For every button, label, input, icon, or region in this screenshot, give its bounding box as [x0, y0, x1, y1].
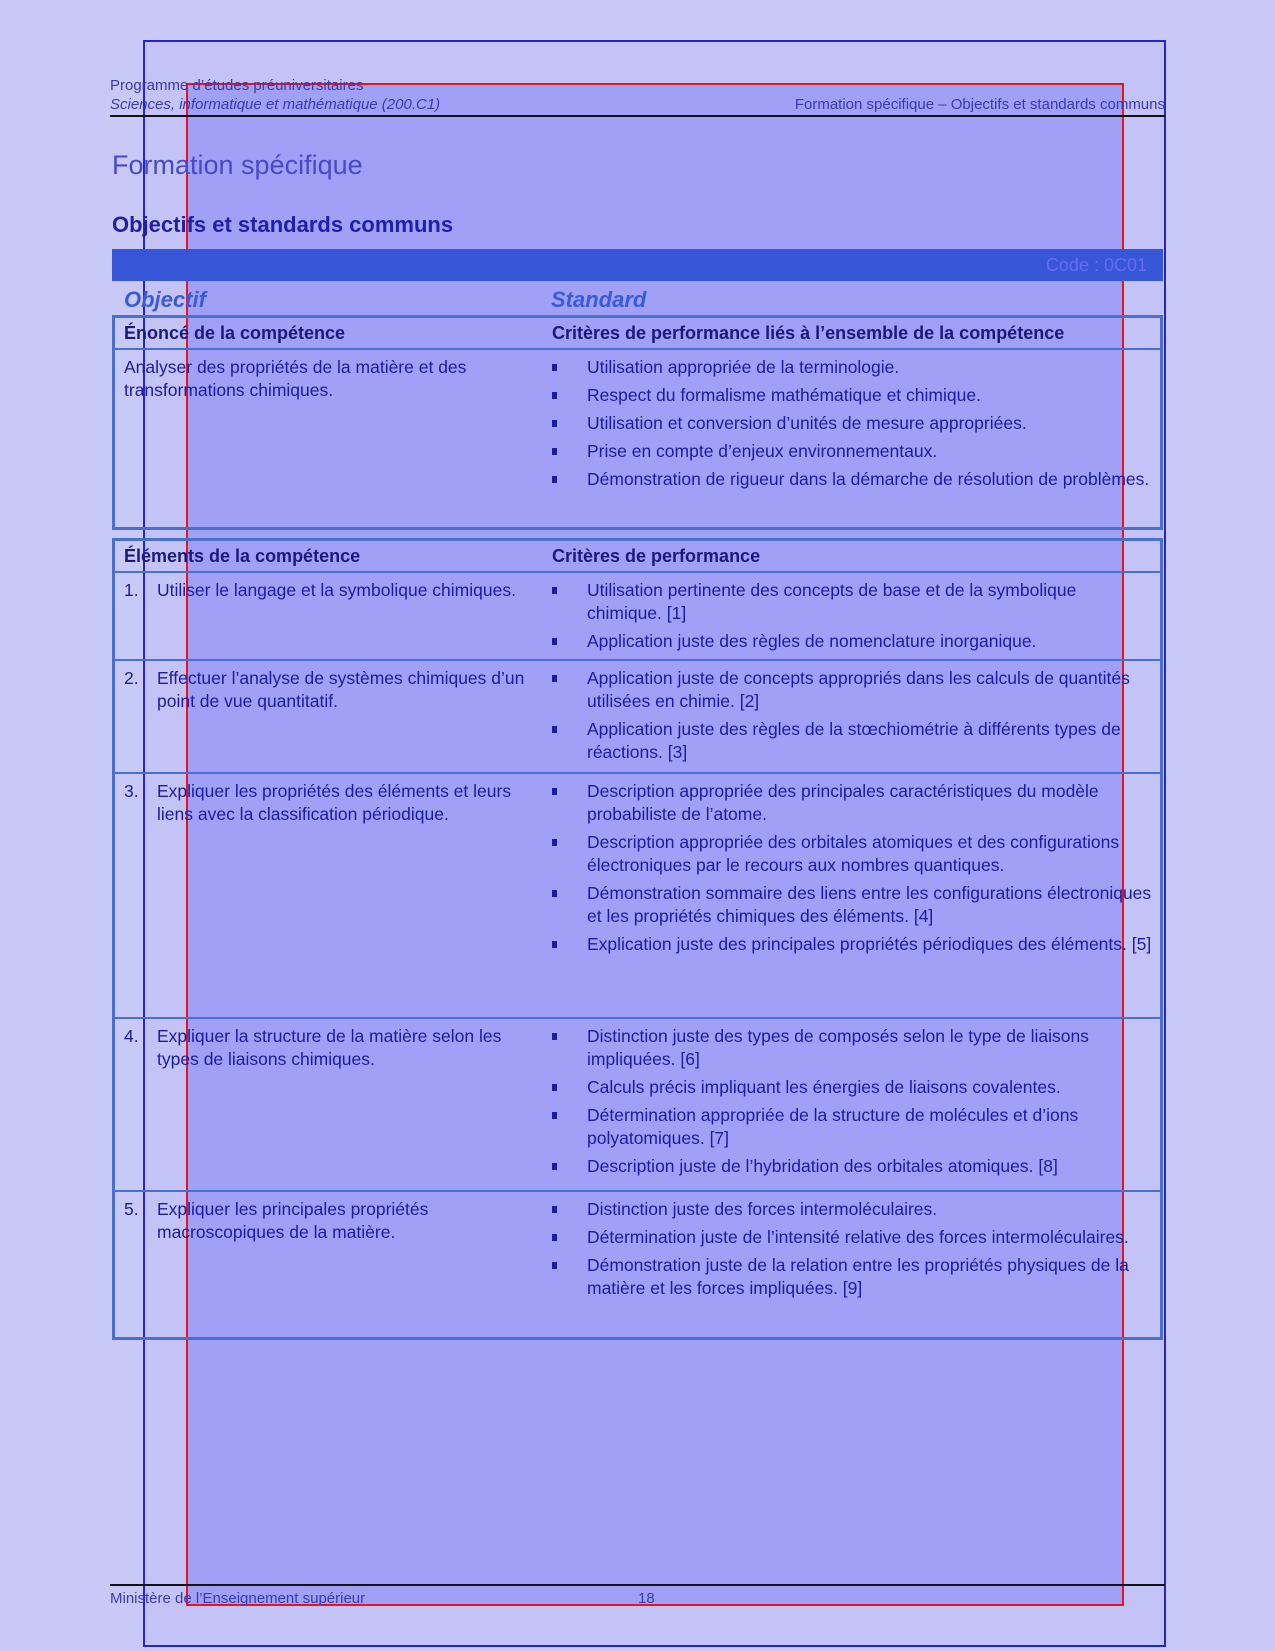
criteres-list [552, 667, 1152, 769]
element-number: 4. [124, 1026, 139, 1046]
bullet-icon [552, 1112, 557, 1119]
critere-text: Calculs précis impliquant les énergies de liaisons covalentes. [587, 1077, 1061, 1097]
bullet-icon [552, 839, 557, 846]
objectif-heading: Objectif [124, 287, 206, 312]
bullet-icon [552, 587, 557, 594]
element-text: Expliquer les principales propriétés macroscopiques de la matière. [157, 1199, 429, 1242]
bullet-icon [552, 788, 557, 795]
enonce-text: Analyser des propriétés de la matière et des transformations chimiques. [124, 357, 467, 400]
critere-text: Utilisation appropriée de la terminologie. [587, 357, 900, 377]
critere-item [552, 1254, 1152, 1300]
critere-item [552, 1155, 1152, 1178]
bullet-icon [552, 1084, 557, 1091]
code-label: Code : 0C01 [1045, 254, 1147, 275]
element-row-4 [115, 1019, 1160, 1192]
code-bar [112, 249, 1163, 281]
bullet-icon [552, 364, 557, 371]
criteres-list [552, 579, 1152, 658]
elements-box-head [115, 541, 1160, 573]
header-rule [110, 115, 1165, 117]
critere-item [552, 440, 1152, 463]
header-line [110, 96, 1165, 113]
footer-ministry: Ministère de l’Enseignement supérieur [110, 1590, 366, 1607]
criteres-heading: Critères de performance [552, 546, 761, 566]
bullet-icon [552, 726, 557, 733]
critere-text: Explication juste des principales propriétés périodiques des éléments. [5] [587, 934, 1152, 954]
bullet-icon [552, 675, 557, 682]
competence-row [115, 350, 1160, 527]
element-row-2 [115, 661, 1160, 774]
critere-text: Utilisation et conversion d’unités de mesure appropriées. [587, 413, 1027, 433]
element-number: 3. [124, 781, 139, 801]
bullet-icon [552, 941, 557, 948]
bullet-icon [552, 1206, 557, 1213]
critere-item [552, 1025, 1152, 1071]
critere-text: Application juste des règles de la stœchiométrie à différents types de réactions. [3] [587, 719, 1121, 762]
critere-text: Démonstration sommaire des liens entre les configurations électroniques et les propriétés chimiques des éléments. [4] [587, 883, 1152, 926]
critere-text: Application juste des règles de nomenclature inorganique. [587, 631, 1037, 651]
criteres-list [552, 780, 1152, 961]
bullet-icon [552, 420, 557, 427]
critere-item [552, 1226, 1152, 1249]
page-number: 18 [638, 1590, 655, 1607]
bullet-icon [552, 890, 557, 897]
enonce-heading: Énoncé de la compétence [124, 323, 346, 343]
critere-item [552, 933, 1152, 956]
element-text: Expliquer les propriétés des éléments et leurs liens avec la classification périodique. [157, 781, 512, 824]
critere-text: Utilisation pertinente des concepts de base et de la symbolique chimique. [1] [587, 580, 1077, 623]
element-text: Utiliser le langage et la symbolique chimiques. [157, 580, 516, 600]
program-line: Programme d’études préuniversitaires [110, 77, 364, 94]
critere-text: Démonstration de rigueur dans la démarche de résolution de problèmes. [587, 469, 1150, 489]
bullet-icon [552, 1234, 557, 1241]
element-number: 5. [124, 1199, 139, 1219]
critere-text: Détermination appropriée de la structure de molécules et d’ions polyatomiques. [7] [587, 1105, 1079, 1148]
critere-text: Détermination juste de l’intensité relative des forces intermoléculaires. [587, 1227, 1129, 1247]
elements-box [112, 538, 1163, 1340]
element-row-5 [115, 1192, 1160, 1336]
bullet-icon [552, 392, 557, 399]
program-sub: Sciences, informatique et mathématique (200.C1) [110, 96, 441, 113]
criteres-list [552, 1025, 1152, 1183]
critere-item [552, 667, 1152, 713]
critere-item [552, 1076, 1152, 1099]
element-row-1 [115, 573, 1160, 661]
bullet-icon [552, 1262, 557, 1269]
bullet-icon [552, 448, 557, 455]
bullet-icon [552, 1163, 557, 1170]
criteres-list [552, 1198, 1152, 1305]
standard-heading: Standard [551, 287, 647, 312]
critere-text: Description appropriée des principales caractéristiques du modèle probabiliste de l’atome. [587, 781, 1099, 824]
elements-heading: Éléments de la compétence [124, 546, 361, 566]
element-text: Effectuer l’analyse de systèmes chimiques d’un point de vue quantitatif. [157, 668, 525, 711]
critere-item [552, 831, 1152, 877]
element-row-3 [115, 774, 1160, 1019]
critere-text: Distinction juste des types de composés selon le type de liaisons impliquées. [6] [587, 1026, 1089, 1069]
critere-text: Respect du formalisme mathématique et chimique. [587, 385, 981, 405]
critere-item [552, 718, 1152, 764]
competence-box [112, 315, 1163, 530]
critere-item [552, 356, 1152, 379]
criteres-list [552, 356, 1152, 496]
critere-item [552, 579, 1152, 625]
critere-item [552, 630, 1152, 653]
bullet-icon [552, 476, 557, 483]
critere-text: Application juste de concepts appropriés dans les calculs de quantités utilisées en chimie. [2] [587, 668, 1130, 711]
critere-text: Prise en compte d’enjeux environnementaux. [587, 441, 938, 461]
critere-item [552, 1198, 1152, 1221]
section-right: Formation spécifique – Objectifs et standards communs [794, 96, 1165, 113]
criteres-ensemble-heading: Critères de performance liés à l’ensemble de la compétence [552, 323, 1065, 343]
footer-rule [110, 1584, 1165, 1586]
critere-item [552, 882, 1152, 928]
element-number: 1. [124, 580, 139, 600]
element-number: 2. [124, 668, 139, 688]
competence-box-head [115, 318, 1160, 350]
bullet-icon [552, 638, 557, 645]
critere-item [552, 468, 1152, 491]
page-subtitle: Objectifs et standards communs [112, 212, 454, 237]
critere-text: Description appropriée des orbitales atomiques et des configurations électroniques par le recours aux nombres quantiques. [587, 832, 1120, 875]
critere-item [552, 384, 1152, 407]
critere-text: Démonstration juste de la relation entre les propriétés physiques de la matière et les forces impliquées. [9] [587, 1255, 1129, 1298]
element-text: Expliquer la structure de la matière selon les types de liaisons chimiques. [157, 1026, 502, 1069]
critere-item [552, 412, 1152, 435]
document-page [110, 0, 1165, 1651]
critere-text: Description juste de l’hybridation des orbitales atomiques. [8] [587, 1156, 1058, 1176]
critere-item [552, 780, 1152, 826]
page-title: Formation spécifique [112, 150, 363, 180]
critere-text: Distinction juste des forces intermoléculaires. [587, 1199, 938, 1219]
bullet-icon [552, 1033, 557, 1040]
critere-item [552, 1104, 1152, 1150]
